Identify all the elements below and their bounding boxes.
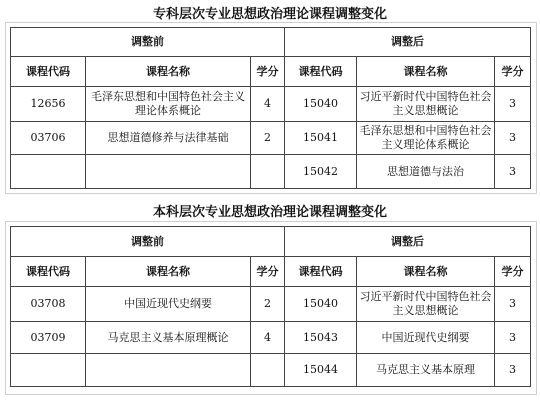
table-row: [11, 155, 531, 189]
after-credit: 3: [495, 322, 531, 354]
table-junior: [10, 27, 531, 189]
before-credit: 2: [251, 122, 285, 155]
after-name: 习近平新时代中国特色社会主义思想概论: [357, 287, 495, 322]
table-row: [11, 122, 531, 155]
header-credit-after: 学分: [495, 57, 531, 87]
table-row: [11, 354, 531, 387]
header-credit-before: 学分: [251, 257, 285, 287]
header-name-before: 课程名称: [86, 257, 251, 287]
before-name: 马克思主义基本原理概论: [86, 322, 251, 354]
before-code: [11, 155, 86, 189]
before-credit: 2: [251, 287, 285, 322]
after-group-header: 调整后: [285, 28, 531, 57]
before-name: 中国近现代史纲要: [86, 287, 251, 322]
section-title-undergrad: 本科层次专业思想政治理论课程调整变化: [152, 205, 387, 220]
header-code-before: 课程代码: [11, 57, 86, 87]
header-credit-before: 学分: [251, 57, 285, 87]
table-row: [11, 322, 531, 354]
after-name: 马克思主义基本原理: [357, 354, 495, 387]
before-group-header: 调整前: [11, 227, 285, 257]
table-row: [11, 287, 531, 322]
header-credit-after: 学分: [495, 257, 531, 287]
before-code: 03709: [11, 322, 86, 354]
before-code: 12656: [11, 87, 86, 122]
before-credit: [251, 354, 285, 387]
before-name: 毛泽东思想和中国特色社会主义理论体系概论: [86, 87, 251, 122]
after-code: 15040: [285, 87, 357, 122]
before-group-header: 调整前: [11, 28, 285, 57]
after-code: 15040: [285, 287, 357, 322]
after-credit: 3: [495, 287, 531, 322]
section-title-junior: 专科层次专业思想政治理论课程调整变化: [152, 7, 387, 22]
after-name: 毛泽东思想和中国特色社会主义理论体系概论: [357, 122, 495, 155]
before-code: 03706: [11, 122, 86, 155]
after-code: 15044: [285, 354, 357, 387]
header-code-after: 课程代码: [285, 57, 357, 87]
after-name: 思想道德与法治: [357, 155, 495, 189]
after-group-header: 调整后: [285, 227, 531, 257]
header-code-before: 课程代码: [11, 257, 86, 287]
after-name: 中国近现代史纲要: [357, 322, 495, 354]
after-code: 15043: [285, 322, 357, 354]
before-code: 03708: [11, 287, 86, 322]
table-undergrad: [10, 226, 531, 387]
after-code: 15041: [285, 122, 357, 155]
table-row: [11, 87, 531, 122]
before-name: [86, 155, 251, 189]
header-name-after: 课程名称: [357, 57, 495, 87]
header-name-before: 课程名称: [86, 57, 251, 87]
before-credit: [251, 155, 285, 189]
before-name: [86, 354, 251, 387]
header-code-after: 课程代码: [285, 257, 357, 287]
before-credit: 4: [251, 87, 285, 122]
before-name: 思想道德修养与法律基础: [86, 122, 251, 155]
header-name-after: 课程名称: [357, 257, 495, 287]
after-credit: 3: [495, 155, 531, 189]
after-name: 习近平新时代中国特色社会主义思想概论: [357, 87, 495, 122]
after-credit: 3: [495, 354, 531, 387]
after-credit: 3: [495, 122, 531, 155]
after-code: 15042: [285, 155, 357, 189]
after-credit: 3: [495, 87, 531, 122]
before-credit: 4: [251, 322, 285, 354]
before-code: [11, 354, 86, 387]
